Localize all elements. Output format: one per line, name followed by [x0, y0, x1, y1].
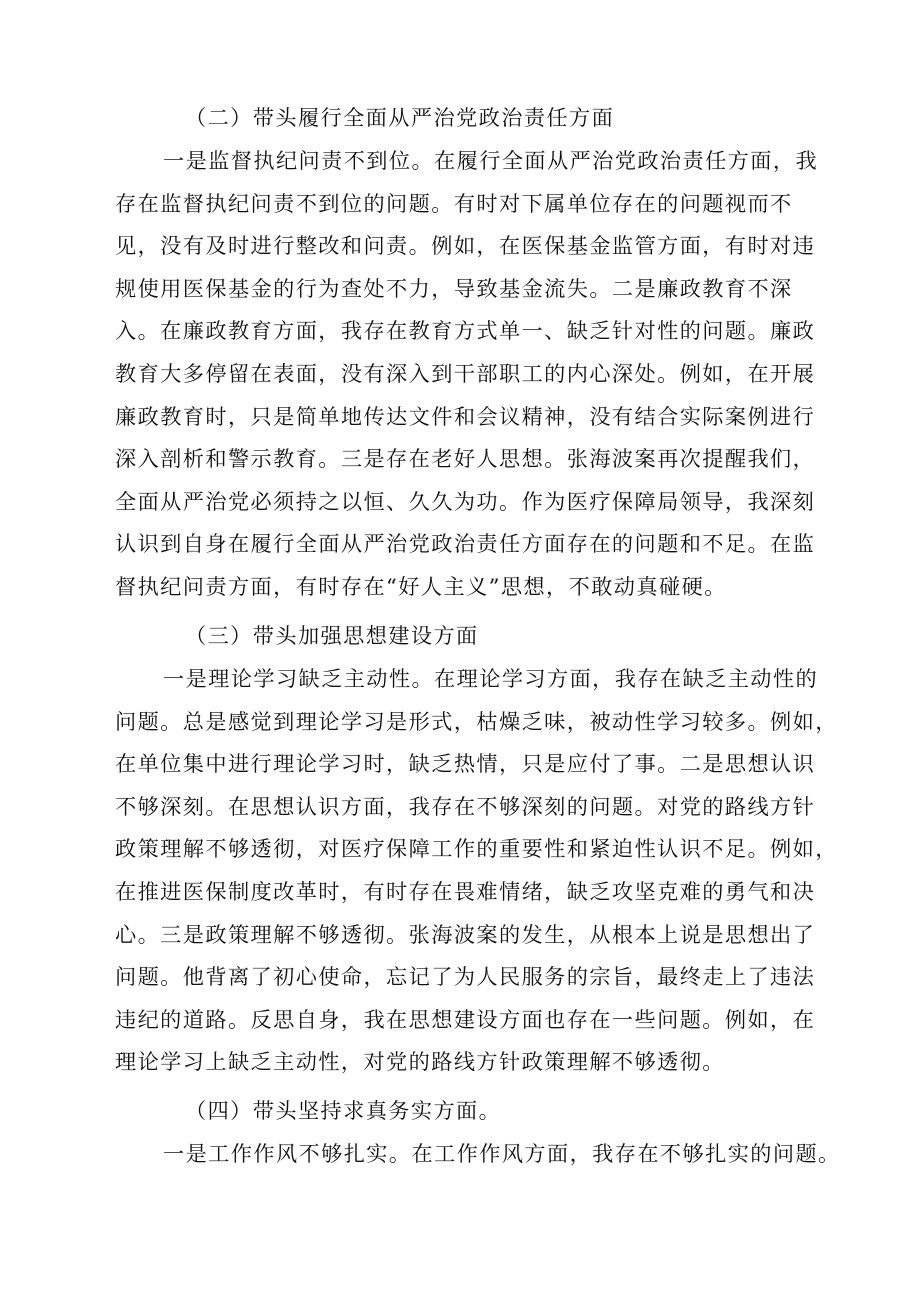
section-heading-3: （三）带头加强思想建设方面: [185, 623, 479, 648]
paragraph-line: 在推进医保制度改革时，有时存在畏难情绪，缺乏攻坚克难的勇气和决: [115, 878, 816, 904]
paragraph-line: 在单位集中进行理论学习时，缺乏热情，只是应付了事。二是思想认识: [115, 751, 816, 777]
paragraph-line: 存在监督执纪问责不到位的问题。有时对下属单位存在的问题视而不: [115, 190, 793, 216]
paragraph-line: 心。三是政策理解不够透彻。张海波案的发生，从根本上说是思想出了: [115, 921, 816, 947]
paragraph-line: 廉政教育时，只是简单地传达文件和会议精神，没有结合实际案例进行: [115, 403, 816, 429]
section-body-3: [115, 658, 850, 1084]
paragraph-line: 不够深刻。在思想认识方面，我存在不够深刻的问题。对党的路线方针: [115, 793, 816, 819]
paragraph-line: 认识到自身在履行全面从严治党政治责任方面存在的问题和不足。在监: [115, 531, 816, 557]
paragraph-line: 规使用医保基金的行为查处不力，导致基金流失。二是廉政教育不深: [115, 275, 793, 301]
paragraph-line: 理论学习上缺乏主动性，对党的路线方针政策理解不够透彻。: [115, 1049, 725, 1075]
paragraph-line: 违纪的道路。反思自身，我在思想建设方面也存在一些问题。例如，在: [115, 1006, 816, 1032]
paragraph-line: 教育大多停留在表面，没有深入到干部职工的内心深处。例如，在开展: [115, 360, 816, 386]
section-heading-4: （四）带头坚持求真务实方面。: [185, 1098, 502, 1123]
section-body-2: [115, 140, 850, 609]
paragraph-line: 见，没有及时进行整改和问责。例如，在医保基金监管方面，有时对违: [115, 233, 816, 259]
paragraph-line: 一是理论学习缺乏主动性。在理论学习方面，我存在缺乏主动性的: [163, 666, 819, 691]
paragraph-line: 问题。他背离了初心使命，忘记了为人民服务的宗旨，最终走上了违法: [115, 964, 816, 990]
section-body-4: [115, 1133, 850, 1176]
paragraph-line: 一是监督执纪问责不到位。在履行全面从严治党政治责任方面，我: [163, 148, 819, 173]
paragraph-line: 问题。总是感觉到理论学习是形式，枯燥乏味，被动性学习较多。例如，: [115, 708, 838, 734]
paragraph-line: 深入剖析和警示教育。三是存在老好人思想。张海波案再次提醒我们，: [115, 446, 816, 472]
paragraph-line: 入。在廉政教育方面，我存在教育方式单一、缺乏针对性的问题。廉政: [115, 318, 816, 344]
section-heading-2: （二）带头履行全面从严治党政治责任方面: [185, 105, 615, 130]
paragraph-line: 全面从严治党必须持之以恒、久久为功。作为医疗保障局领导，我深刻: [115, 488, 816, 514]
paragraph-line: 一是工作作风不够扎实。在工作作风方面，我存在不够扎实的问题。: [163, 1141, 841, 1166]
paragraph-line: 政策理解不够透彻，对医疗保障工作的重要性和紧迫性认识不足。例如，: [115, 836, 838, 862]
paragraph-line: 督执纪问责方面，有时存在“好人主义”思想，不敢动真碰硬。: [115, 573, 727, 599]
